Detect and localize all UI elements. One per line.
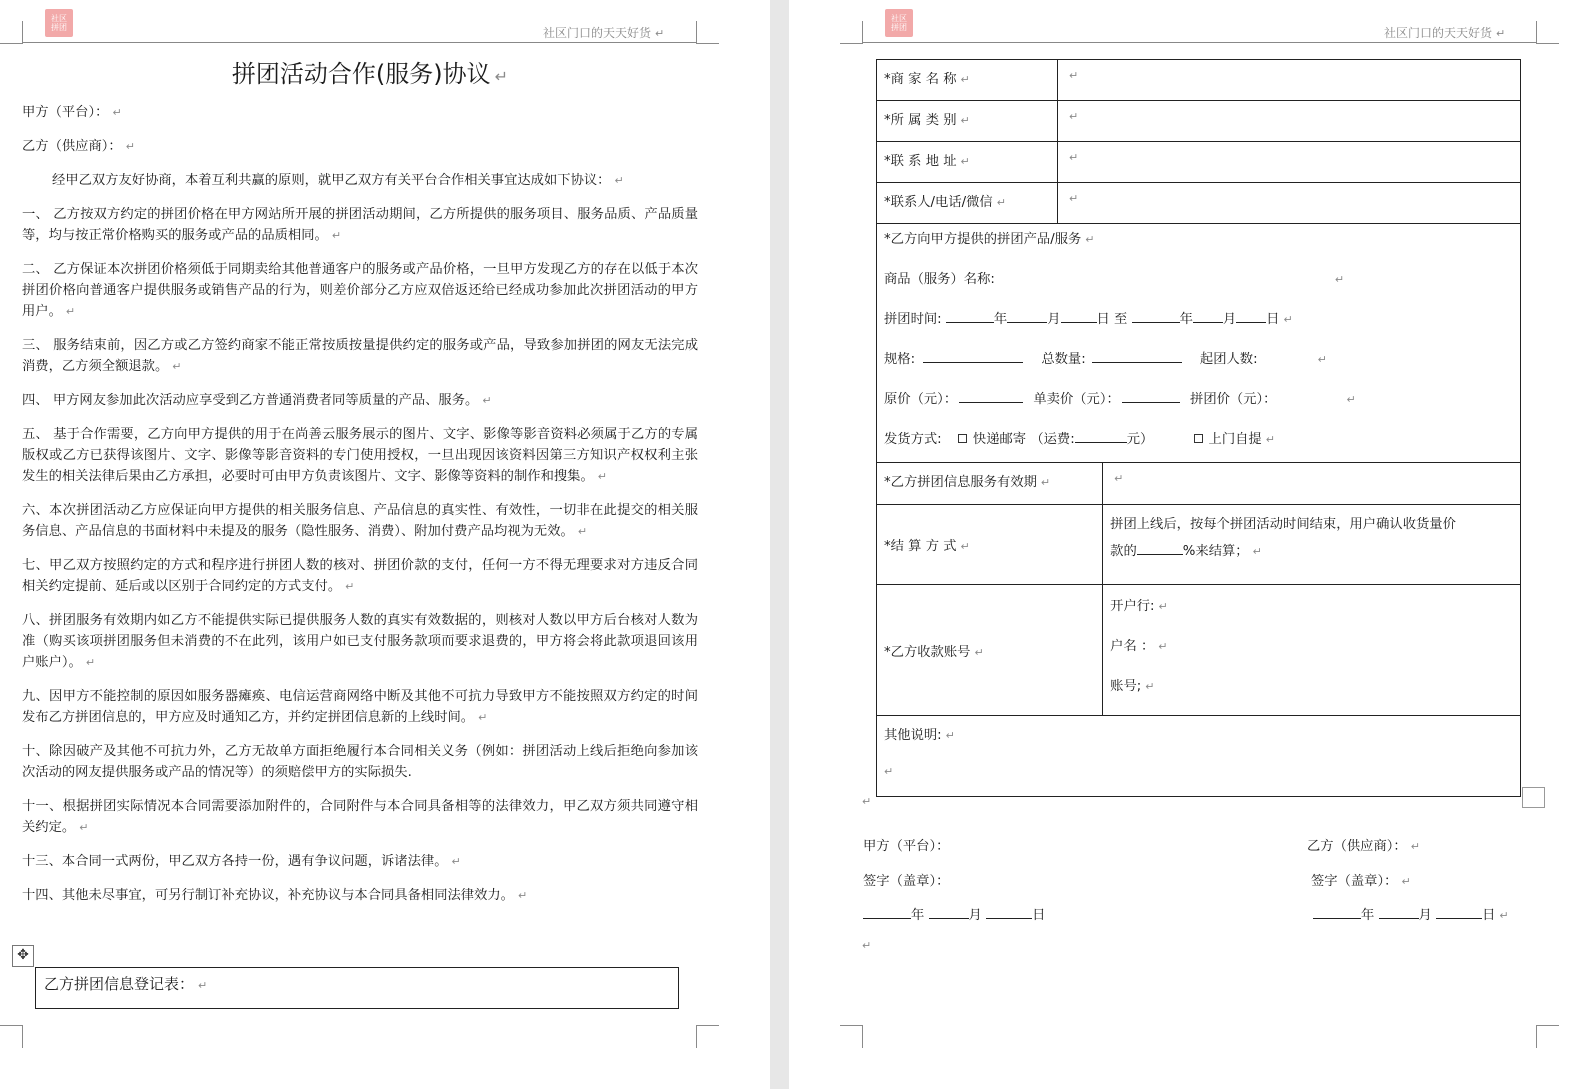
table-resize-handle[interactable] xyxy=(1522,787,1545,808)
group-time-line[interactable]: 拼团时间: 年 月 日 至 年 月 日 ↵ xyxy=(884,300,1513,340)
header-rule xyxy=(22,42,696,43)
page-corner-mark xyxy=(0,1025,23,1048)
settlement-label: *结 算 方 式 ↵ xyxy=(877,505,1103,585)
paragraph-mark: ↵ xyxy=(862,795,872,808)
clause-1: 一、 乙方按双方约定的拼团价格在甲方网站所开展的拼团活动期间，乙方所提供的服务项目、服务品质、产品质量等，均与按正常价格购买的服务或产品的品质相同。 ↵ xyxy=(22,207,698,243)
clause-5: 五、 基于合作需要，乙方向甲方提供的用于在尚善云服务展示的图片、文字、影像等影音资料必须属于乙方的专属版权或乙方已获得该图片、文字、影像等影音资料的专门使用授权，一旦出现因该资料因第三方知识产权权利主张发生的相关法律后果由乙方承担，必要时可由甲方负责该图片、文字、影像等资料的制作和搜集。 ↵ xyxy=(22,427,698,484)
header-rule xyxy=(862,42,1536,43)
pickup-checkbox[interactable] xyxy=(1194,434,1203,443)
clause-14: 十四、其他未尽事宜，可另行制订补充协议，补充协议与本合同具备相同法律效力。 ↵ xyxy=(22,888,528,903)
contact-label: *联系人/电话/微信 ↵ xyxy=(877,183,1058,224)
validity-label: *乙方拼团信息服务有效期 ↵ xyxy=(877,463,1103,505)
signature-b-date[interactable]: 年 月 日 ↵ xyxy=(1313,904,1509,923)
registration-form-table xyxy=(876,59,1521,797)
clause-2: 二、 乙方保证本次拼团价格须低于同期卖给其他普通客户的服务或产品价格，一旦甲方发现乙方的存在以低于本次拼团价格向普通客户提供服务或销售产品的行为，则差价部分乙方应双倍返还给已经成功参加此次拼团活动的甲方用户。 ↵ xyxy=(22,262,698,319)
merchant-name-field[interactable]: ↵ xyxy=(1058,60,1521,101)
clause-7: 七、甲乙双方按照约定的方式和程序进行拼团人数的核对、拼团价款的支付，任何一方不得无理要求对方违反合同相关约定提前、延后或以区别于合同约定的方式支付。 ↵ xyxy=(22,558,698,594)
signature-a-sign: 签字（盖章）： xyxy=(863,874,950,889)
signature-a-date[interactable]: 年 月 日 xyxy=(863,904,1045,923)
address-label: *联 系 地 址 ↵ xyxy=(877,142,1058,183)
signature-a-party: 甲方（平台）： xyxy=(863,839,950,854)
agreement-body xyxy=(22,102,698,919)
header-text: 社区门口的天天好货 ↵ xyxy=(1384,26,1506,40)
page-corner-mark xyxy=(840,1025,863,1048)
clause-4: 四、 甲方网友参加此次活动应享受到乙方普通消费者同等质量的产品、服务。 ↵ xyxy=(22,393,492,408)
table-move-handle-icon[interactable]: ✥ xyxy=(12,945,34,967)
signature-b-party: 乙方（供应商）： ↵ xyxy=(1307,839,1420,854)
spec-line[interactable]: 规格: 总数量: 起团人数: ↵ xyxy=(884,340,1513,380)
products-section xyxy=(877,224,1521,463)
validity-field[interactable]: ↵ xyxy=(1103,463,1521,505)
products-title: *乙方向甲方提供的拼团产品/服务 ↵ xyxy=(884,232,1095,247)
party-a-line: 甲方（平台）： ↵ xyxy=(22,105,122,120)
intro-paragraph: 经甲乙双方友好协商，本着互利共赢的原则，就甲乙双方有关平台合作相关事宜达成如下协议： ↵ xyxy=(52,173,624,188)
page-corner-mark xyxy=(1536,21,1559,44)
clause-10: 十、除因破产及其他不可抗力外，乙方无故单方面拒绝履行本合同相关义务（例如：拼团活动上线后拒绝向参加该次活动的网友提供服务或产品的情况等）的须赔偿甲方的实际损失. xyxy=(22,744,698,780)
express-checkbox[interactable] xyxy=(958,434,967,443)
contact-field[interactable]: ↵ xyxy=(1058,183,1521,224)
header-text: 社区门口的天天好货 ↵ xyxy=(543,26,665,40)
document-page-right xyxy=(789,0,1590,1089)
address-field[interactable]: ↵ xyxy=(1058,142,1521,183)
document-title: 拼团活动合作(服务)协议 ↵ xyxy=(231,60,509,88)
document-page-left xyxy=(0,0,770,1089)
price-line[interactable]: 原价（元）： 单卖价（元）： 拼团价（元）： ↵ xyxy=(884,380,1513,420)
page-corner-mark xyxy=(840,21,863,44)
account-name-line[interactable]: 户名 ： ↵ xyxy=(1110,639,1168,654)
clause-11: 十一、根据拼团实际情况本合同需要添加附件的，合同附件与本合同具备相等的法律效力，甲乙双方须共同遵守相关约定。 ↵ xyxy=(22,799,698,835)
paragraph-mark: ↵ xyxy=(862,939,872,952)
page-corner-mark xyxy=(1536,1025,1559,1048)
merchant-name-label: *商 家 名 称 ↵ xyxy=(877,60,1058,101)
page-corner-mark xyxy=(696,1025,719,1048)
clause-8: 八、拼团服务有效期内如乙方不能提供实际已提供服务人数的真实有效数据的，则核对人数以甲方后台核对人数为准（购买该项拼团服务但未消费的不在此列，该用户如已支付服务款项而要求退费的，甲方将会将此款项退回该用户账户）。 ↵ xyxy=(22,613,698,670)
registration-title-box: 乙方拼团信息登记表： ↵ xyxy=(35,967,679,1009)
page-corner-mark xyxy=(0,21,23,44)
brand-logo: 社区 拼团 xyxy=(885,9,913,37)
page-corner-mark xyxy=(696,21,719,44)
account-no-line[interactable]: 账号; ↵ xyxy=(1110,679,1155,694)
shipping-line[interactable]: 发货方式: 快递邮寄 （运费: 元） 上门自提 ↵ xyxy=(884,420,1513,460)
account-label: *乙方收款账号 ↵ xyxy=(877,585,1103,716)
brand-logo: 社区 拼团 xyxy=(45,9,73,37)
clause-9: 九、因甲方不能控制的原因如服务器瘫痪、电信运营商网络中断及其他不可抗力导致甲方不能按照双方约定的时间发布乙方拼团信息的，甲方应及时通知乙方，并约定拼团信息新的上线时间。 ↵ xyxy=(22,689,698,725)
settlement-text-line1: 拼团上线后，按每个拼团活动时间结束，用户确认收货量价 xyxy=(1110,517,1456,532)
settlement-field[interactable] xyxy=(1103,505,1521,585)
clause-3: 三、 服务结束前，因乙方或乙方签约商家不能正常按质按量提供约定的服务或产品，导致参加拼团的网友无法完成消费，乙方须全额退款。 ↵ xyxy=(22,338,698,374)
account-field[interactable] xyxy=(1103,585,1521,716)
party-b-line: 乙方（供应商）： ↵ xyxy=(22,139,135,154)
clause-13: 十三、本合同一式两份，甲乙双方各持一份，遇有争议问题，诉诸法律。 ↵ xyxy=(22,854,461,869)
signature-b-sign: 签字（盖章）： ↵ xyxy=(1311,874,1411,889)
settlement-text-line2: 款的 %来结算； ↵ xyxy=(1110,538,1513,565)
other-notes-field[interactable]: 其他说明: ↵ ↵ xyxy=(877,716,1521,797)
product-name-line[interactable]: 商品（服务）名称: ↵ xyxy=(884,272,1345,287)
bank-line[interactable]: 开户行: ↵ xyxy=(1110,599,1168,614)
clause-6: 六、本次拼团活动乙方应保证向甲方提供的相关服务信息、产品信息的真实性、有效性，一切非在此提交的相关服务信息、产品信息的书面材料中未提及的服务（隐性服务、消费）、附加付费产品均视为无效。 ↵ xyxy=(22,503,698,539)
other-notes-label: 其他说明: ↵ xyxy=(884,728,955,743)
category-label: *所 属 类 别 ↵ xyxy=(877,101,1058,142)
category-field[interactable]: ↵ xyxy=(1058,101,1521,142)
